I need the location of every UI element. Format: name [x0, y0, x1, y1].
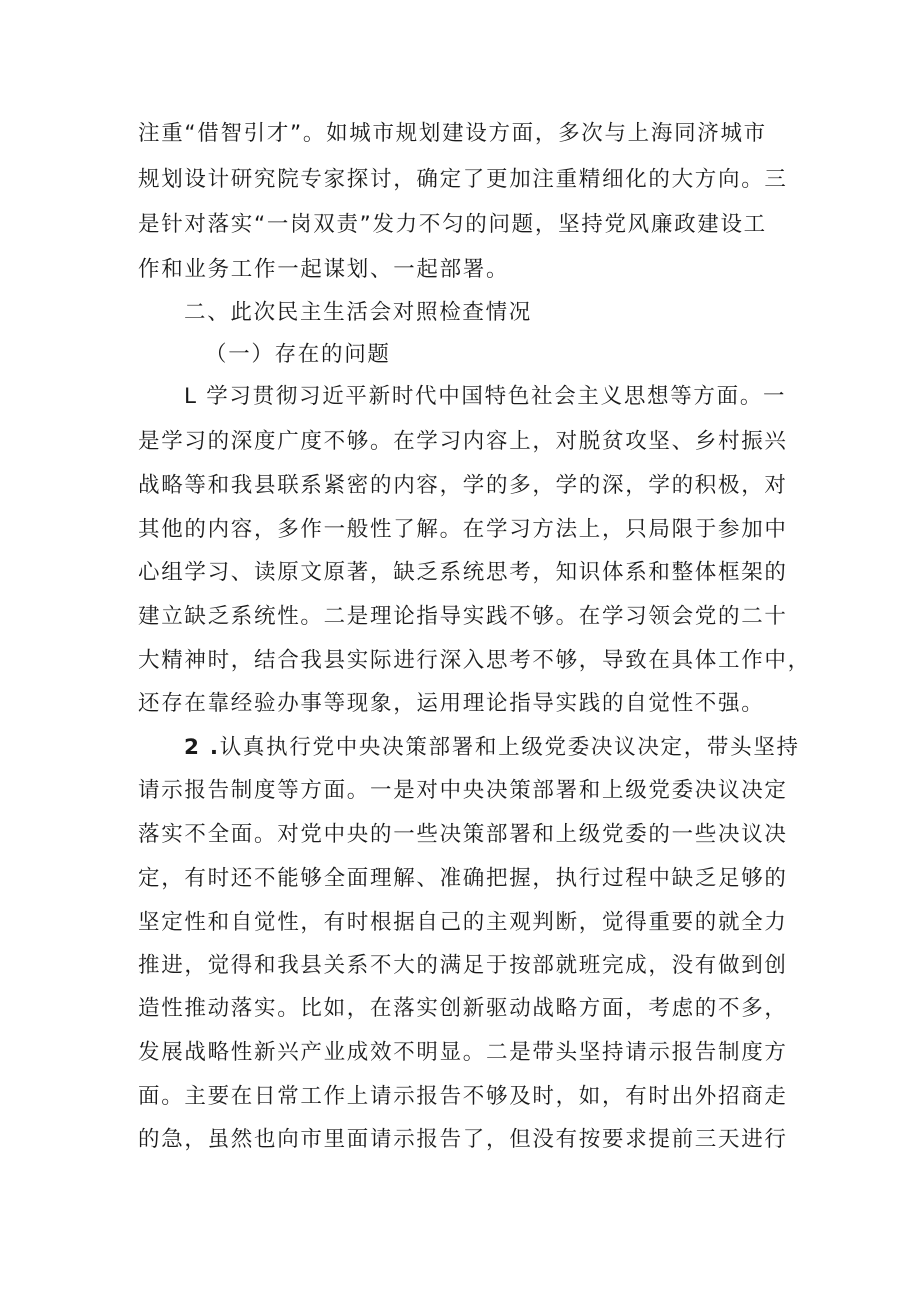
item-1-marker: L	[184, 384, 198, 409]
item-2-line-text: 认真执行党中央决策部署和上级党委决议决定，带头坚持	[219, 735, 800, 760]
subsection-heading: （一）存在的问题	[205, 342, 391, 367]
paragraph-line: 的急，虽然也向市里面请示报告了，但没有按要求提前三天进行	[138, 1127, 788, 1152]
paragraph-line: 面。主要在日常工作上请示报告不够及时，如，有时出外招商走	[138, 1084, 788, 1109]
paragraph-line: 注重“借智引才”。如城市规划建设方面，多次与上海同济城市	[138, 121, 767, 146]
paragraph-line: 坚定性和自觉性，有时根据自己的主观判断，觉得重要的就全力	[138, 910, 788, 935]
item-1-first-line	[184, 377, 786, 417]
paragraph-line: 请示报告制度等方面。一是对中央决策部署和上级党委决议决定	[138, 778, 788, 803]
section-heading: 二、此次民主生活会对照检查情况	[184, 300, 533, 325]
paragraph-line: 是学习的深度广度不够。在学习内容上，对脱贫攻坚、乡村振兴	[138, 429, 788, 454]
paragraph-line: 战略等和我县联系紧密的内容，学的多，学的深，学的积极，对	[138, 473, 788, 498]
paragraph-line: 其他的内容，多作一般性了解。在学习方法上，只局限于参加中	[138, 517, 788, 542]
item-2-marker: 2 .	[184, 735, 220, 760]
paragraph-line: 还存在靠经验办事等现象，运用理论指导实践的自觉性不强。	[138, 691, 765, 716]
paragraph-line: 发展战略性新兴产业成效不明显。二是带头坚持请示报告制度方	[138, 1040, 788, 1065]
paragraph-line: 落实不全面。对党中央的一些决策部署和上级党委的一些决议决	[138, 822, 788, 847]
paragraph-line: 造性推动落实。比如，在落实创新驱动战略方面，考虑的不多，	[138, 996, 788, 1021]
paragraph-line: 是针对落实“一岗双责”发力不匀的问题，坚持党风廉政建设工	[138, 212, 767, 237]
paragraph-line: 规划设计研究院专家探讨，确定了更加注重精细化的大方向。三	[138, 167, 788, 192]
paragraph-line: 定，有时还不能够全面理解、准确把握，执行过程中缺乏足够的	[138, 866, 788, 891]
paragraph-line: 大精神时，结合我县实际进行深入思考不够，导致在具体工作中，	[138, 648, 811, 673]
paragraph-line: 推进，觉得和我县关系不大的满足于按部就班完成，没有做到创	[138, 953, 788, 978]
item-1-line-text: 学习贯彻习近平新时代中国特色社会主义思想等方面。一	[206, 384, 787, 409]
paragraph-line: 作和业务工作一起谋划、一起部署。	[138, 257, 510, 282]
item-2-first-line	[184, 728, 800, 768]
paragraph-line: 建立缺乏系统性。二是理论指导实践不够。在学习领会党的二十	[138, 604, 788, 629]
paragraph-line: 心组学习、读原文原著，缺乏系统思考，知识体系和整体框架的	[138, 560, 788, 585]
